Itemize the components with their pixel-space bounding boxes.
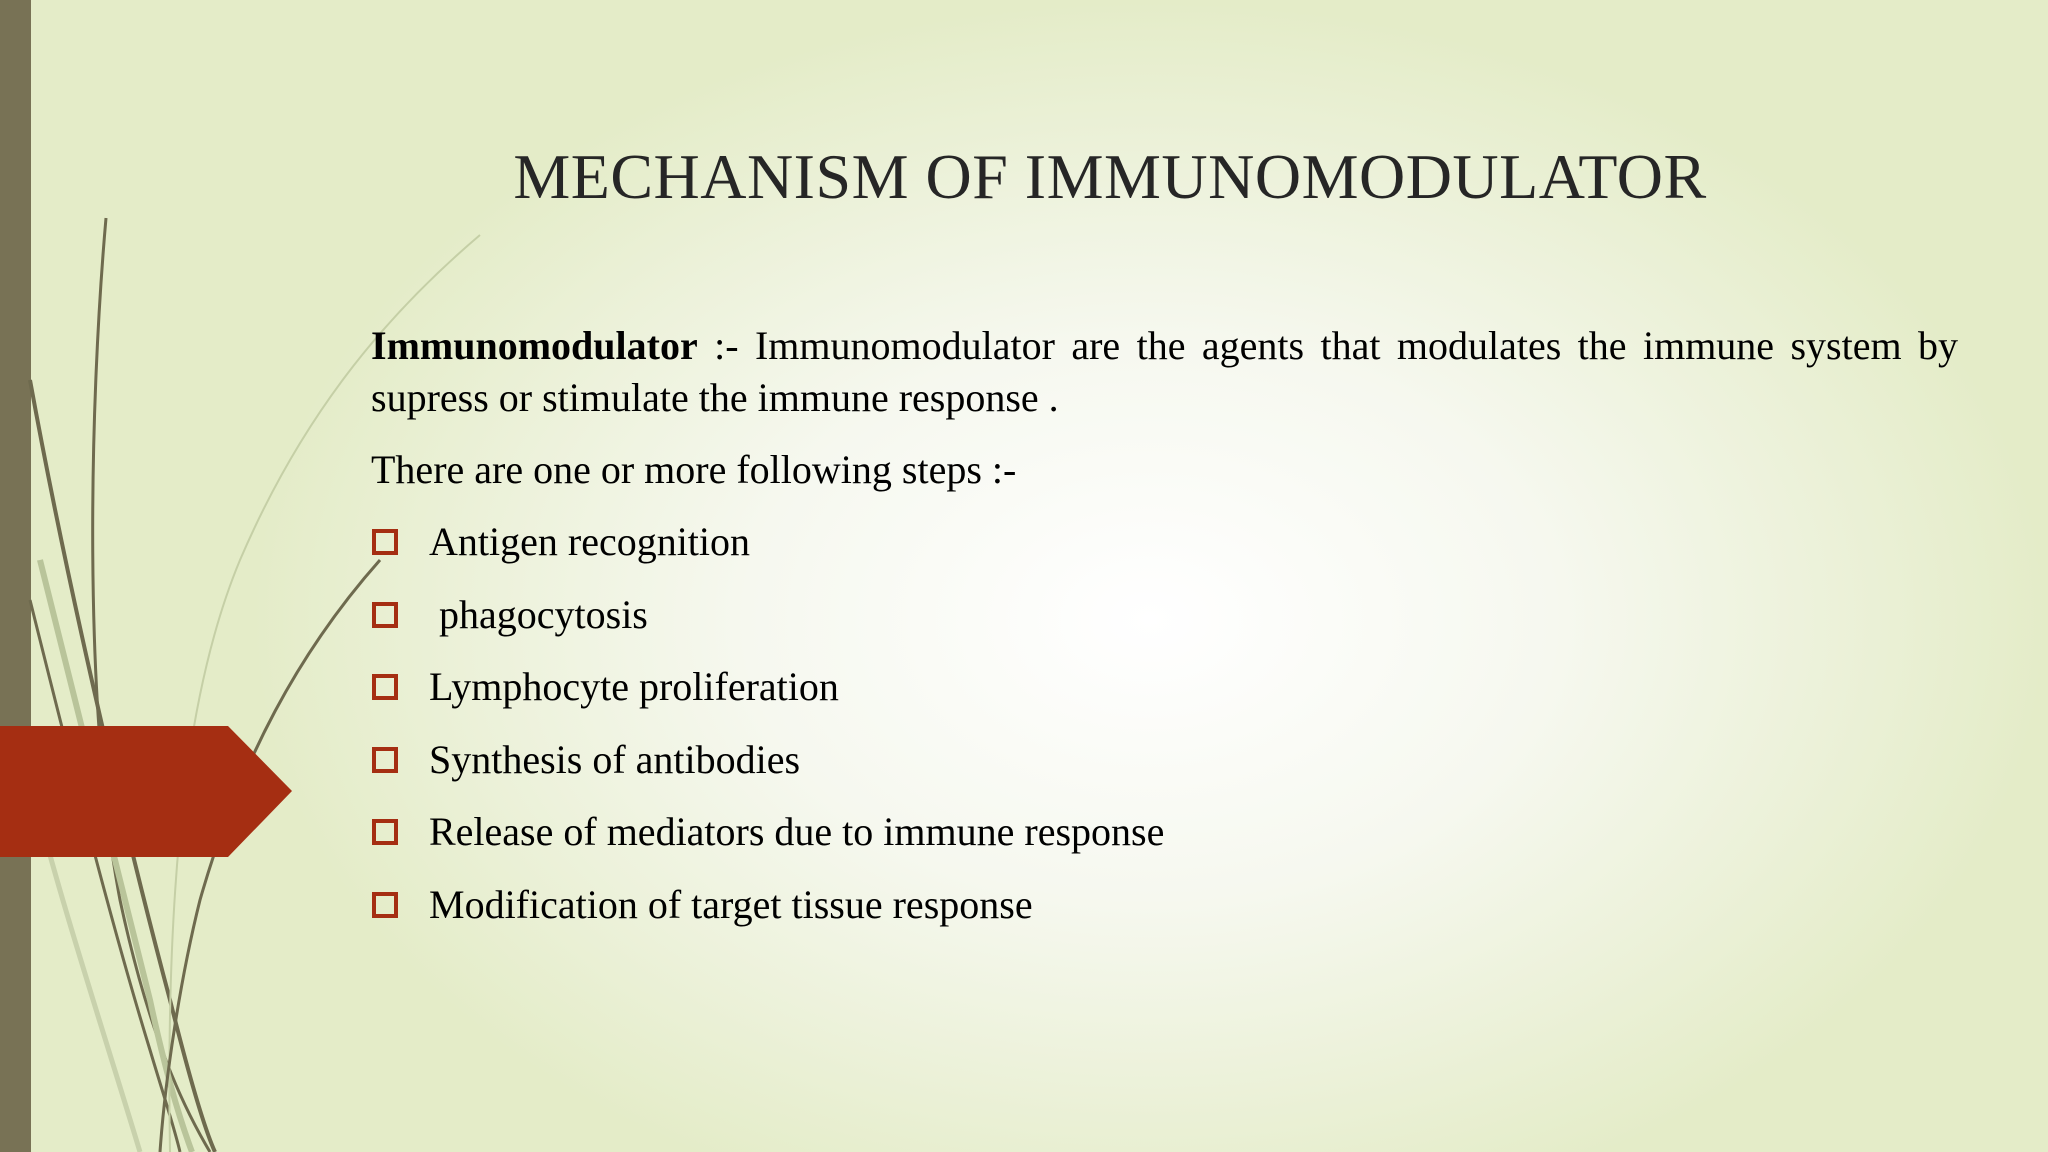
checkbox-icon <box>371 579 399 651</box>
step-label: phagocytosis <box>429 591 648 637</box>
list-item <box>371 734 1958 786</box>
checkbox-icon <box>371 506 399 578</box>
red-arrow-tab <box>0 0 300 1152</box>
checkbox-icon <box>371 869 399 941</box>
steps-list <box>371 516 1958 931</box>
checkbox-icon <box>371 796 399 868</box>
checkbox-icon <box>371 651 399 723</box>
list-item <box>371 589 1958 641</box>
definition-paragraph <box>371 320 1958 424</box>
checkbox-icon <box>371 724 399 796</box>
list-item <box>371 879 1958 931</box>
step-label: Synthesis of antibodies <box>429 736 801 782</box>
step-label: Modification of target tissue response <box>429 881 1033 927</box>
step-label: Lymphocyte proliferation <box>429 664 839 709</box>
slide-title: MECHANISM OF IMMUNOMODULATOR <box>513 141 1707 212</box>
list-item <box>371 516 1958 568</box>
list-item <box>371 806 1958 858</box>
definition-term: Immunomodulator <box>371 323 698 368</box>
list-item <box>371 661 1958 713</box>
definition-text: :- Immunomodulator are the agents that modulates the immune system by supress or stimulate the immune response . <box>371 323 1958 420</box>
steps-intro: There are one or more following steps :- <box>371 447 1017 492</box>
slide-content <box>371 320 1958 951</box>
step-label: Release of mediators due to immune response <box>429 809 1165 854</box>
step-label: Antigen recognition <box>429 519 751 564</box>
